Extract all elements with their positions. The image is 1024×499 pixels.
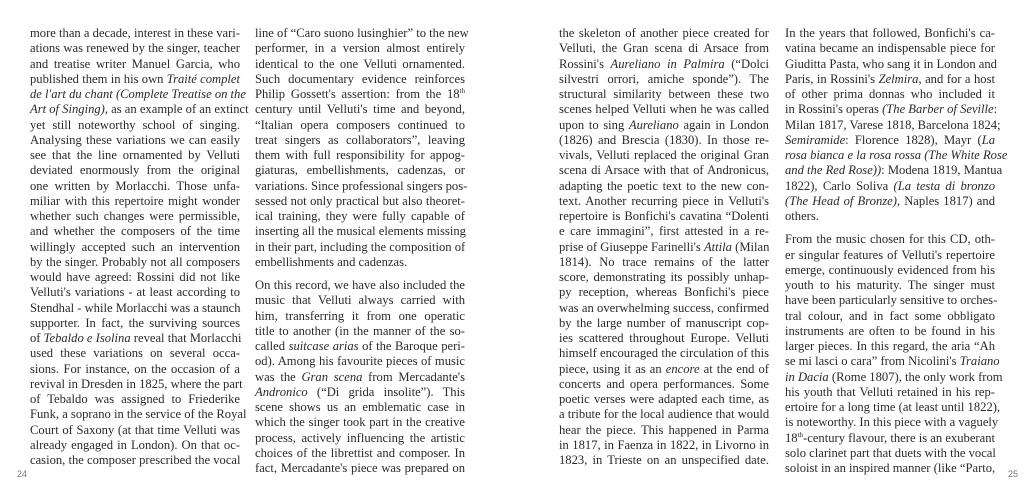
- text-line: of Tebaldo e Isolina reveal that Morlacchi: [30, 331, 242, 345]
- text-line: ies scattered throughout Europe. Velluti: [559, 331, 769, 345]
- text-line: whether such changes were permissible,: [30, 209, 240, 223]
- text-line: piece, using it as an encore at the end of: [559, 361, 769, 376]
- paragraph: [255, 278, 465, 476]
- text-line: solo clarinet part that duets with the vocal: [785, 445, 996, 460]
- text-line: scenes helped Velluti when he was called: [559, 102, 769, 117]
- text-line: supporter. In fact, the surviving sources: [30, 315, 240, 330]
- text-line: sessed not only practical but also theoret-: [255, 193, 465, 208]
- text-line: adapting the poetic text to the new con-: [559, 178, 769, 193]
- text-line: Milan 1817, Varese 1818, Barcelona 1824;: [785, 117, 1001, 132]
- text-line: is noteworthy. In this piece with a vaguely: [785, 415, 999, 430]
- text-line: identical to the one Velluti ornamented.: [255, 56, 465, 71]
- text-line: In the years that followed, Bonfichi's ca-: [785, 26, 995, 40]
- text-line: music that Velluti always carried with: [255, 293, 465, 308]
- text-line: which the singer took part in the creative: [255, 415, 465, 430]
- right-page: [512, 0, 1024, 499]
- text-line: emerge, continuously evidenced from his: [785, 262, 995, 277]
- text-line: er singular features of Velluti's repertoire: [785, 247, 995, 262]
- text-line: variations. Since professional singers pos-: [255, 178, 468, 193]
- text-line: Court of Saxony (at that time Velluti was: [30, 422, 240, 437]
- text-line: “Italian opera composers continued to: [255, 117, 465, 132]
- text-line: himself encouraged the circulation of this: [559, 346, 769, 361]
- text-line: Philip Gossett's assertion: from the 18th: [255, 87, 465, 101]
- text-line: Giuditta Pasta, who sang it in London and: [785, 56, 997, 71]
- text-line: upon to sing Aureliano again in London: [559, 117, 769, 132]
- text-line: tral colour, and in fact some obbligato: [785, 308, 995, 323]
- text-line: 1823, in Trieste on an unspecified date.: [559, 453, 769, 467]
- text-line: by the singer. Probably not all composers: [30, 254, 240, 269]
- text-line: de l'art du chant (Complete Treatise on the: [30, 87, 246, 101]
- text-line: him, transferring it from one operatic: [255, 308, 465, 323]
- text-line: his youth that Velluti retained in his rep-: [785, 384, 995, 399]
- text-line: Art of Singing), as an example of an extinct: [30, 102, 249, 117]
- text-line: poetic verses were adapted each time, as: [559, 392, 769, 406]
- text-line: casion, the composer prescribed the vocal: [30, 453, 241, 467]
- text-line: process, actively influencing the artistic: [255, 430, 465, 445]
- text-line: Velluti's variations - at least according to: [30, 285, 240, 300]
- text-line: 18th-century flavour, there is an exuberant: [785, 430, 995, 445]
- text-line: Such documentary evidence reinforces: [255, 71, 465, 86]
- left-page-column-2: [255, 26, 469, 484]
- paragraph: [785, 26, 1008, 224]
- text-line: 1814). No trace remains of the latter: [559, 254, 769, 269]
- text-line: e care immagini”, first attested in a re-: [559, 224, 769, 239]
- text-line: fact, Mercadante's piece was prepared on: [255, 461, 465, 475]
- text-line: used these variations on several occa-: [30, 346, 240, 361]
- text-line: choices of the librettist and composer. In: [255, 445, 465, 460]
- text-line: Funk, a soprano in the service of the Royal: [30, 407, 247, 422]
- text-line: more than a decade, interest in these vari-: [30, 26, 240, 40]
- text-line: in Rossini's operas (The Barber of Seville:: [785, 102, 998, 117]
- text-line: od). Among his favourite pieces of music: [255, 354, 465, 369]
- text-line: Analysing these variations we can easily: [30, 132, 240, 147]
- text-line: Paris, in Rossini's Zelmira, and for a host: [785, 71, 995, 86]
- text-line: by the large number of manuscript cop-: [559, 315, 769, 330]
- left-page-column-1: [30, 26, 249, 476]
- text-line: 1822), Carlo Soliva (La testa di bronzo: [785, 178, 995, 193]
- text-line: yet still noteworthy school of singing.: [30, 117, 240, 132]
- text-line: On this record, we have also included the: [255, 278, 465, 292]
- text-line: larger pieces. In this regard, the aria “Ah: [785, 339, 995, 353]
- text-line: (1826) and Brescia (1830). In those re-: [559, 132, 769, 147]
- text-line: see that the line ornamented by Velluti: [30, 148, 240, 162]
- text-line: scena di Arsace with that of Andronicus,: [559, 163, 769, 178]
- text-line: Rossini's Aureliano in Palmira (“Dolci: [559, 56, 769, 71]
- text-line: a tribute for the local audience that would: [559, 407, 770, 422]
- text-line: and whether the composers of the time: [30, 224, 240, 239]
- text-line: scene shows us an emblematic case in: [255, 400, 465, 414]
- text-line: have been particularly sensitive to orches-: [785, 293, 998, 308]
- text-line: published them in his own Traité complet: [30, 71, 241, 86]
- text-line: others.: [785, 209, 819, 223]
- text-line: was an overwhelming success, confirmed: [559, 300, 769, 315]
- text-line: deviated enormously from the original: [30, 163, 240, 178]
- text-line: inserting all the musical elements missing: [255, 224, 466, 239]
- text-line: Andronico (“Di grida insolite”). This: [255, 384, 465, 399]
- text-line: of Tebaldo was assigned to Friederike: [30, 392, 240, 406]
- text-line: willingly accepted such an intervention: [30, 239, 240, 254]
- text-line: rosa bianca e la rosa rossa (The White Rose: [785, 148, 1008, 162]
- text-line: Stendhal - while Morlacchi was a staunch: [30, 300, 241, 315]
- paragraph: [559, 26, 769, 468]
- text-line: vivals, Velluti replaced the original Gran: [559, 148, 769, 162]
- text-line: miliar with this repertoire might wonder: [30, 193, 240, 208]
- text-line: (The Head of Bronze), Naples 1817) and: [785, 193, 995, 208]
- text-line: repertoire is Bonfichi's cavatina “Dolenti: [559, 209, 769, 223]
- text-line: ertoire for a long time (at least until 1822),: [785, 400, 1001, 414]
- right-page-column-2: [785, 26, 1008, 484]
- paragraph: [255, 26, 469, 270]
- text-line: in Dacia (Rome 1807), the only work from: [785, 369, 1003, 384]
- text-line: score, demonstrating its possibly unhap-: [559, 270, 769, 284]
- text-line: sions. For instance, on the occasion of a: [30, 361, 240, 376]
- text-line: the skeleton of another piece created for: [559, 26, 769, 40]
- text-line: revival in Dresden in 1825, where the part: [30, 376, 243, 391]
- text-line: silvestri orrori, amiche sponde”). The: [559, 71, 769, 86]
- right-page-column-1: [559, 26, 769, 476]
- text-line: and treatise writer Manuel Garcia, who: [30, 56, 240, 71]
- text-line: century until Velluti's time and beyond,: [255, 102, 465, 117]
- text-line: youth to his maturity. The singer must: [785, 278, 995, 292]
- text-line: concerts and opera performances. Some: [559, 376, 769, 391]
- page-number: 24: [17, 469, 28, 479]
- text-line: From the music chosen for this CD, oth-: [785, 232, 995, 247]
- paragraph: [30, 26, 249, 468]
- text-line: already engaged in London). On that oc-: [30, 437, 240, 452]
- text-line: ations was renewed by the singer, teacher: [30, 41, 240, 56]
- text-line: structural similarity between these two: [559, 87, 769, 101]
- text-line: hear the piece. This happened in Parma: [559, 422, 769, 437]
- text-line: se mi lasci o cara” from Nicolini's Traiano: [785, 354, 1000, 369]
- text-line: instruments are often to be found in his: [785, 323, 995, 338]
- text-line: performer, in a version almost entirely: [255, 41, 465, 56]
- text-line: in their part, including the composition of: [255, 239, 466, 254]
- text-line: and the Red Rose)): Modena 1819, Mantua: [785, 163, 1003, 178]
- text-line: was the Gran scena from Mercadante's: [255, 369, 465, 384]
- text-line: Velluti, the Gran scena di Arsace from: [559, 41, 769, 56]
- text-line: prise of Giuseppe Farinelli's Attila (Milan: [559, 239, 770, 254]
- text-line: embellishments and cadenzas.: [255, 254, 408, 269]
- text-line: line of “Caro suono lusinghier” to the new: [255, 26, 469, 40]
- text-line: treat singers as collaborators”, leaving: [255, 132, 465, 147]
- text-line: text. Another recurring piece in Velluti's: [559, 193, 769, 208]
- text-line: one written by Morlacchi. Those unfa-: [30, 178, 240, 193]
- text-line: giaturas, embellishments, cadenzas, or: [255, 163, 465, 178]
- text-line: title to another (in the manner of the so-: [255, 323, 465, 338]
- text-line: py reception, whereas Bonfichi's piece: [559, 285, 769, 300]
- text-line: called suitcase arias of the Baroque peri-: [255, 339, 465, 353]
- text-line: vatina became an indispensable piece for: [785, 41, 995, 56]
- text-line: Semiramide: Florence 1828), Mayr (La: [785, 132, 995, 147]
- paragraph: [785, 232, 1003, 476]
- text-line: would have agreed: Rossini did not like: [30, 270, 240, 284]
- text-line: soloist in an inspired manner (like “Parto,: [785, 461, 996, 475]
- text-line: in 1817, in Faenza in 1822, in Livorno in: [559, 437, 769, 452]
- text-line: ical training, they were fully capable of: [255, 209, 465, 223]
- text-line: of other prima donnas who included it: [785, 87, 995, 101]
- text-line: them with full responsibility for appog-: [255, 148, 465, 162]
- page-number: 25: [1008, 469, 1019, 479]
